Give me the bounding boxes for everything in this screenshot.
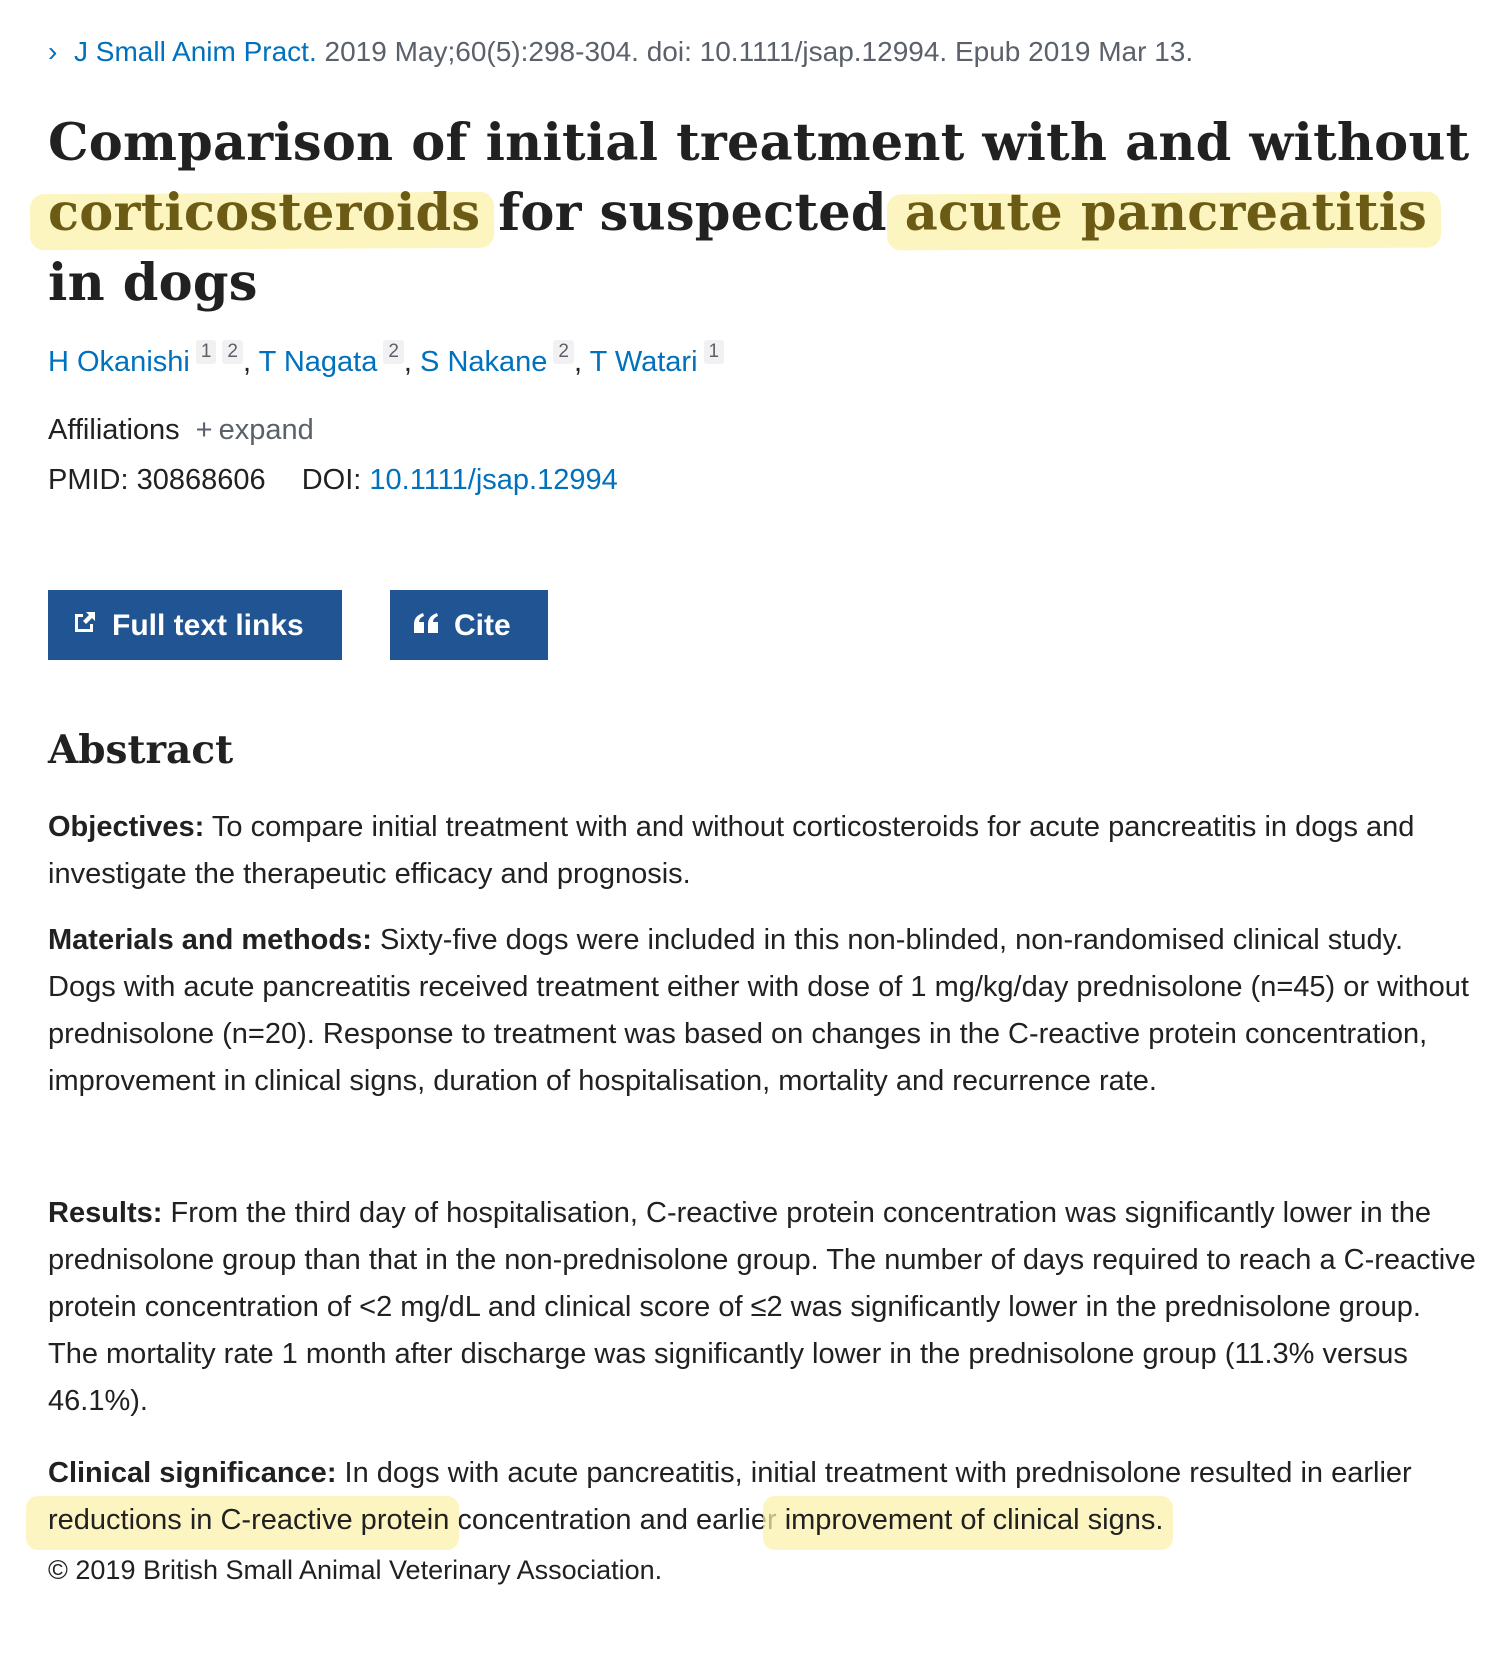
affiliation-ref[interactable]: 2 [553, 340, 574, 364]
citation-details: 2019 May;60(5):298-304. doi: 10.1111/jsap.12994. Epub 2019 Mar 13. [324, 36, 1194, 67]
title-text-1: Comparison of initial treatment with and without [48, 113, 1470, 173]
author-link[interactable]: H Okanishi [48, 346, 190, 378]
title-text-2: for suspected [498, 183, 887, 243]
author-link[interactable]: T Watari [589, 346, 698, 378]
results-label: Results: [48, 1197, 163, 1229]
abstract-heading: Abstract [48, 727, 234, 773]
significance-text-2: concentration and earlier [457, 1504, 777, 1536]
significance-highlight-crp: reductions in C-reactive protein [48, 1504, 450, 1536]
quote-icon [412, 591, 440, 661]
expand-affiliations-toggle[interactable]: expand [218, 414, 314, 446]
significance-text-1: In dogs with acute pancreatitis, initial treatment with prednisolone resulted in earlier [344, 1457, 1412, 1489]
abstract-objectives [48, 804, 1478, 898]
pmid-value: 30868606 [136, 464, 266, 496]
external-link-icon [72, 591, 98, 661]
full-text-links-button[interactable] [48, 590, 342, 660]
cite-label: Cite [454, 609, 511, 643]
citation-line [48, 32, 1193, 72]
methods-label: Materials and methods: [48, 924, 372, 956]
affiliations-row [48, 410, 314, 450]
title-text-3: in dogs [48, 253, 258, 313]
author-link[interactable]: T Nagata [258, 346, 378, 378]
author-link[interactable]: S Nakane [420, 346, 548, 378]
affiliation-ref[interactable]: 1 [196, 340, 217, 364]
affiliation-ref[interactable]: 1 [704, 340, 725, 364]
affiliation-ref[interactable]: 2 [383, 340, 404, 364]
doi-link[interactable]: 10.1111/jsap.12994 [369, 464, 618, 496]
affiliations-label: Affiliations [48, 414, 180, 446]
identifiers-row [48, 460, 618, 500]
pmid-label: PMID: [48, 464, 129, 496]
article-title [48, 108, 1488, 318]
affiliation-ref[interactable]: 2 [222, 340, 243, 364]
author-list: H Okanishi 1 2 , T Nagata 2 , S Nakane 2 , T Watari 1 [48, 340, 724, 384]
significance-label: Clinical significance: [48, 1457, 337, 1489]
title-highlight-acute-pancreatitis: acute pancreatitis [904, 183, 1428, 243]
full-text-links-label: Full text links [112, 609, 304, 643]
results-text: From the third day of hospitalisation, C-reactive protein concentration was significantly lower in the prednisolone group than that in the non-prednisolone group. The number of days required to reach a C-reactive protein concentration of <2 mg/dL and clinical score of ≤2 was significantly lower in the prednisolone group. The mortality rate 1 month after discharge was significantly lower in the prednisolone group (11.3% versus 46.1%). [48, 1197, 1476, 1417]
doi-label: DOI: [301, 464, 362, 496]
objectives-text: To compare initial treatment with and without corticosteroids for acute pancreatitis in dogs and investigate the therapeutic efficacy and prognosis. [48, 811, 1415, 890]
abstract-methods [48, 917, 1478, 1105]
cite-button[interactable] [390, 590, 548, 660]
objectives-label: Objectives: [48, 811, 205, 843]
significance-highlight-clinical-signs: improvement of clinical signs. [784, 1504, 1164, 1536]
methods-text: Sixty-five dogs were included in this non-blinded, non-randomised clinical study. Dogs with acute pancreatitis received treatment either with dose of 1 mg/kg/day prednisolone (n=45) or without prednisolone (n=20). Response to treatment was based on changes in the C-reactive protein concentration, improvement in clinical signs, duration of hospitalisation, mortality and recurrence rate. [48, 924, 1469, 1097]
plus-icon[interactable]: + [195, 414, 213, 446]
copyright-notice: © 2019 British Small Animal Veterinary Association. [48, 1555, 663, 1585]
title-highlight-corticosteroids: corticosteroids [48, 183, 481, 243]
journal-link[interactable]: J Small Anim Pract. [74, 36, 317, 67]
abstract-significance [48, 1450, 1478, 1544]
chevron-right-icon[interactable]: › [48, 36, 58, 67]
abstract-results [48, 1190, 1478, 1425]
